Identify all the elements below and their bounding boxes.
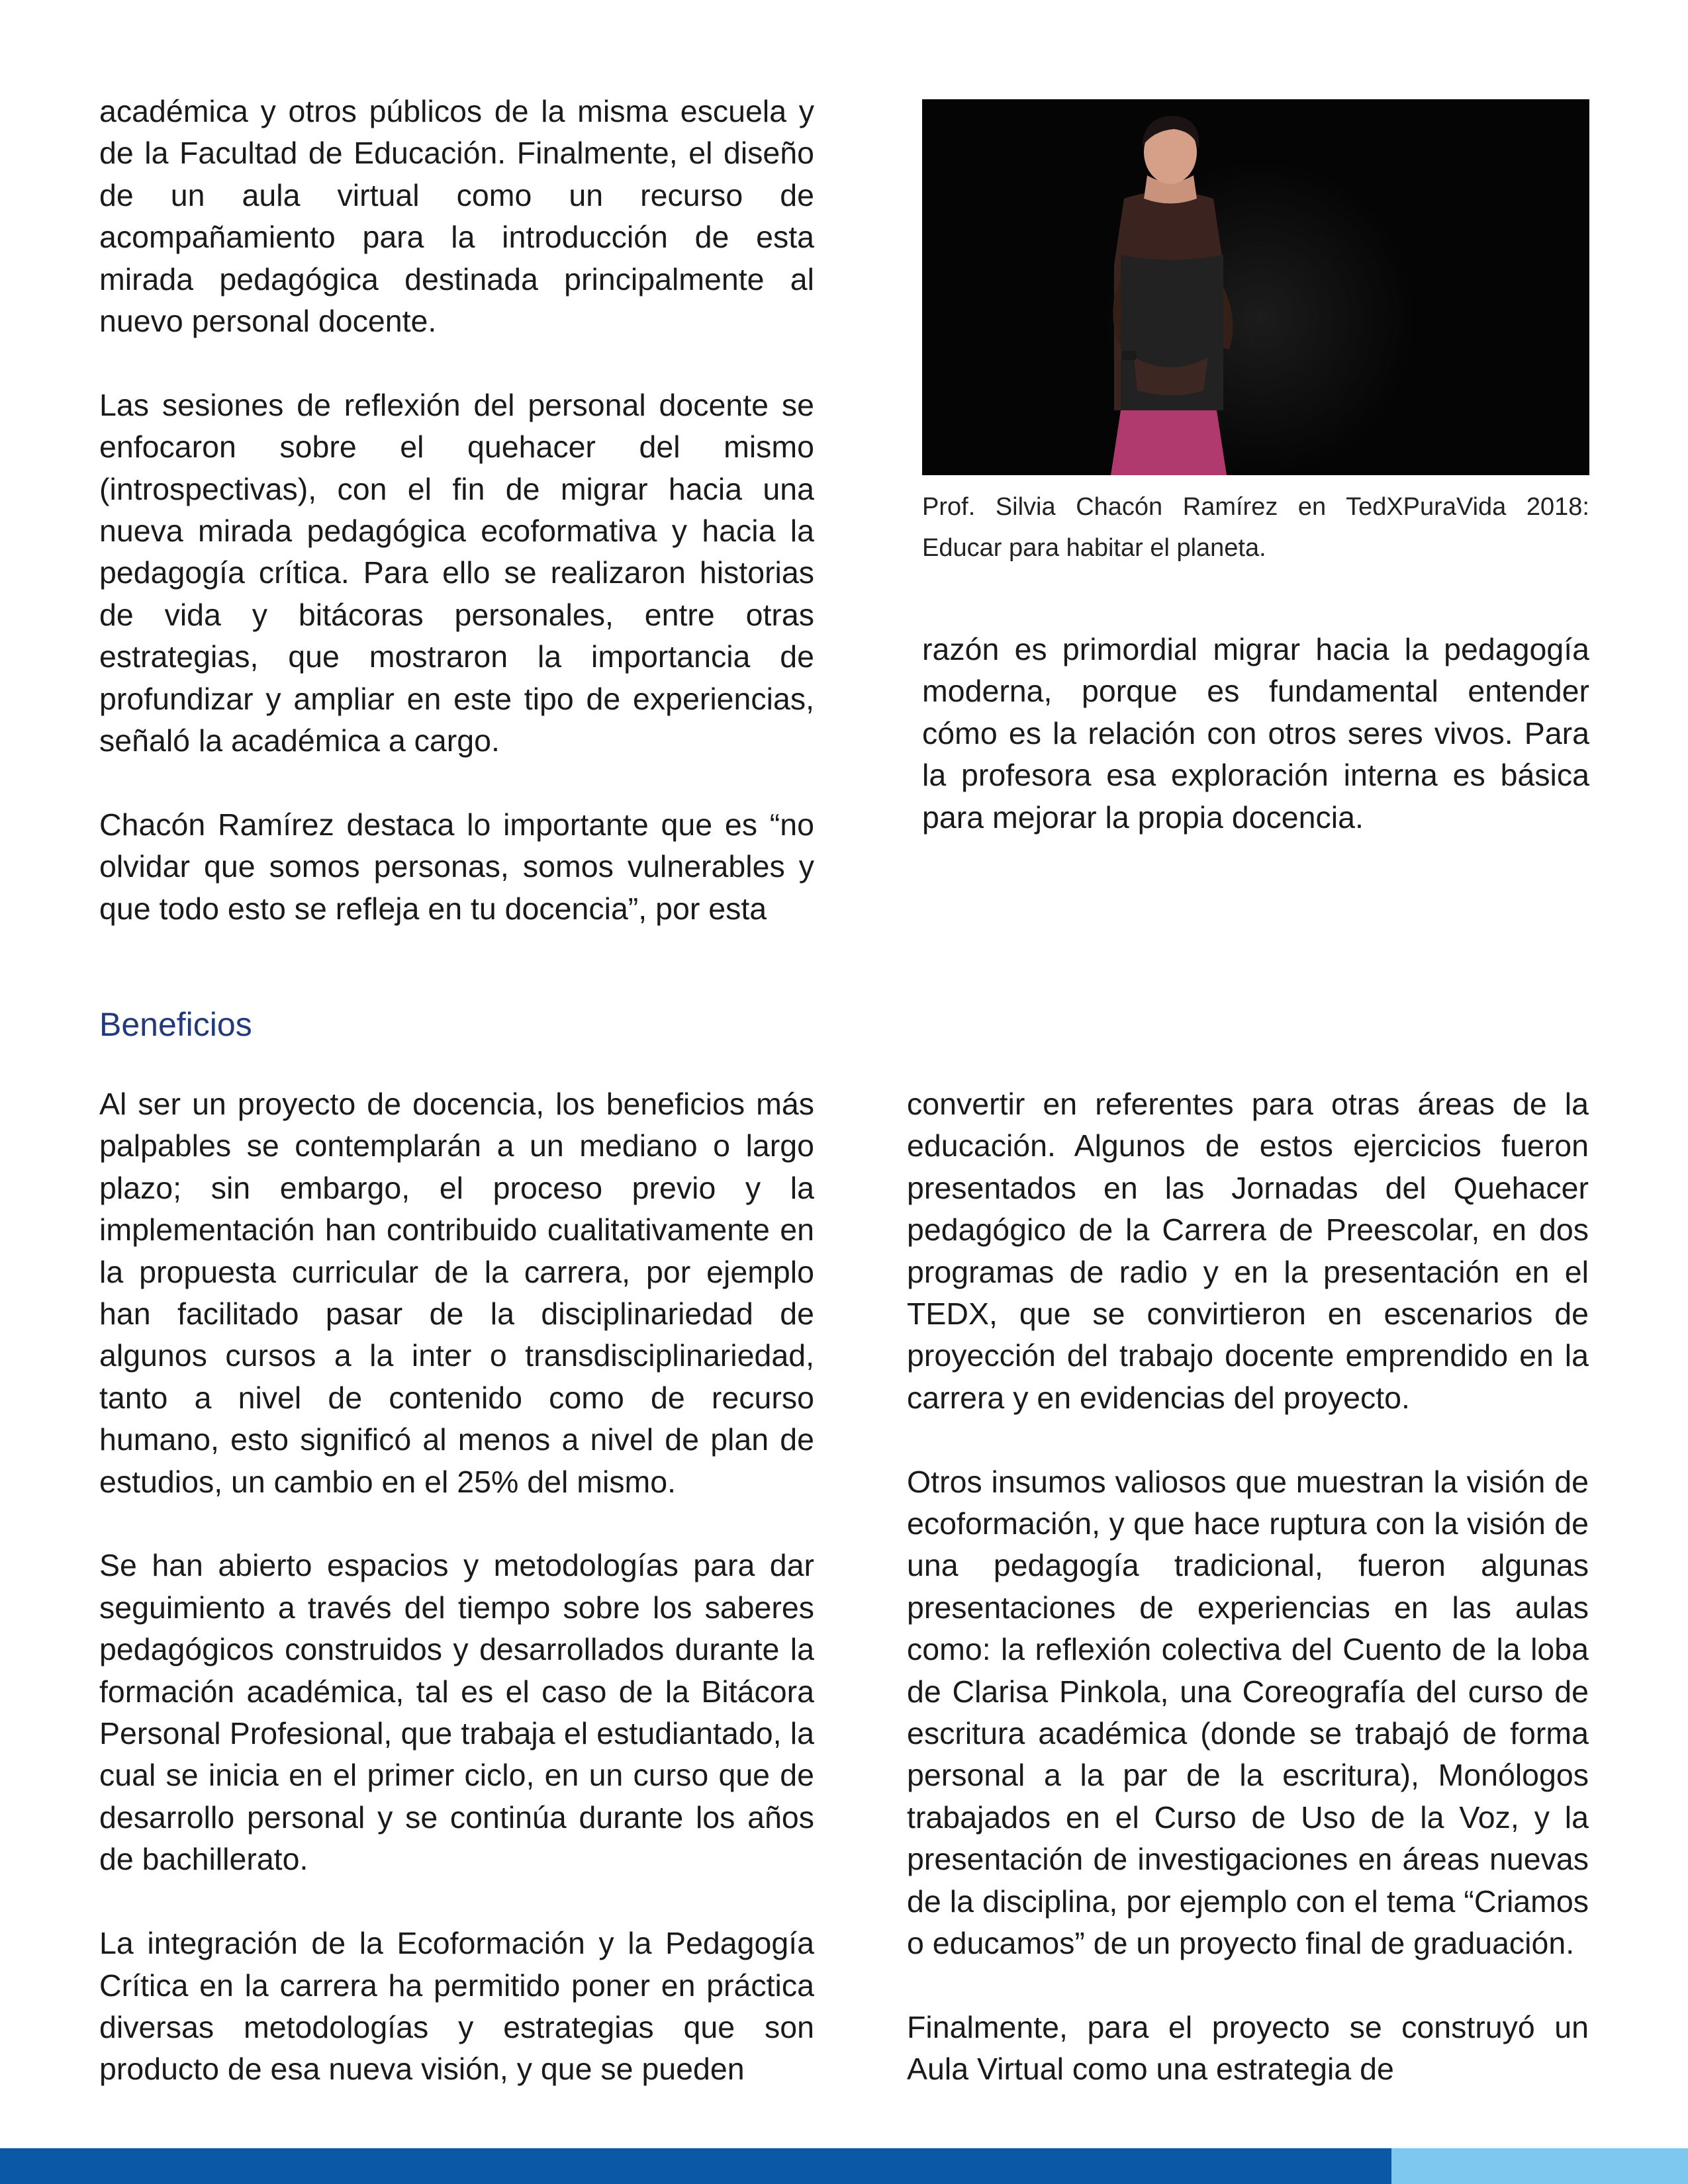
paragraph: Las sesiones de reflexión del personal docente se enfocaron sobre el quehacer del mismo (introspectivas), con el fin de migrar hacia una nueva mirada pedagógica ecoformativa y hacia la pedagogía crítica. Para ello se realizaron historias de vida y bitácoras personales, entre otras estrategias, que mostraron la importancia de profundizar y ampliar en este tipo de experiencias, señaló la académica a cargo. (99, 387, 814, 758)
paragraph: Chacón Ramírez destaca lo importante que es “no olvidar que somos personas, somos vulnerables y que todo esto se refleja en tu docencia”, por esta (99, 807, 814, 926)
bottom-right-column (907, 1083, 1589, 2091)
paragraph: académica y otros públicos de la misma escuela y de la Facultad de Educación. Finalmente, el diseño de un aula virtual como un recurso de acompañamiento para la introducción de esta mirada pedagógica destinada principalmente al nuevo personal docente. (99, 94, 814, 339)
paragraph: convertir en referentes para otras áreas de la educación. Algunos de estos ejercicios fueron presentados en las Jornadas del Quehacer pedagógico de la Carrera de Preescolar, en dos programas de radio y en la presentación en el TEDX, que se convirtieron en escenarios de proyección del trabajo docente emprendido en la carrera y en evidencias del proyecto. (907, 1087, 1589, 1415)
bottom-left-column (99, 1083, 814, 2091)
footer-accent (1391, 2148, 1688, 2184)
paragraph: Otros insumos valiosos que muestran la visión de ecoformación, y que hace ruptura con la visión de una pedagogía tradicional, fueron algunas presentaciones de experiencias en las aulas como: la reflexión colectiva del Cuento de la loba de Clarisa Pinkola, una Coreografía del curso de escritura académica (donde se trabajó de forma personal a la par de la escritura), Monólogos trabajados en el Curso de Uso de la Voz, y la presentación de investigaciones en áreas nuevas de la disciplina, por ejemplo con el tema “Criamos o educamos” de un proyecto final de graduación. (907, 1464, 1589, 1961)
photo-caption: Prof. Silvia Chacón Ramírez en TedXPuraVida 2018: Educar para habitar el planeta. (922, 493, 1589, 562)
speaker-photo (922, 99, 1589, 475)
paragraph: Se han abierto espacios y metodologías para dar seguimiento a través del tiempo sobre los saberes pedagógicos construidos y desarrollados durante la formación académica, tal es el caso de la Bitácora Personal Profesional, que trabaja el estudiantado, la cual se inicia en el primer ciclo, en un curso que de desarrollo personal y se continúa durante los años de bachillerato. (99, 1548, 814, 1877)
speaker-illustration (922, 99, 1589, 475)
footer-bar (0, 2148, 1391, 2184)
section-heading: Beneficios (99, 1006, 252, 1043)
top-right-column (922, 629, 1589, 839)
paragraph: La integración de la Ecoformación y la Pedagogía Crítica en la carrera ha permitido poner en práctica diversas metodologías y estrategias que son producto de esa nueva visión, y que se pueden (99, 1926, 814, 2087)
paragraph: razón es primordial migrar hacia la pedagogía moderna, porque es fundamental entender cómo es la relación con otros seres vivos. Para la profesora esa exploración interna es básica para mejorar la propia docencia. (922, 632, 1589, 835)
top-left-column (99, 91, 814, 930)
paragraph: Al ser un proyecto de docencia, los beneficios más palpables se contemplarán a un mediano o largo plazo; sin embargo, el proceso previo y la implementación han contribuido cualitativamente en la propuesta curricular de la carrera, por ejemplo han facilitado pasar de la disciplinariedad de algunos cursos a la inter o transdisciplinariedad, tanto a nivel de contenido como de recurso humano, esto significó al menos a nivel de plan de estudios, un cambio en el 25% del mismo. (99, 1087, 814, 1499)
paragraph: Finalmente, para el proyecto se construyó un Aula Virtual como una estrategia de (907, 2009, 1589, 2087)
